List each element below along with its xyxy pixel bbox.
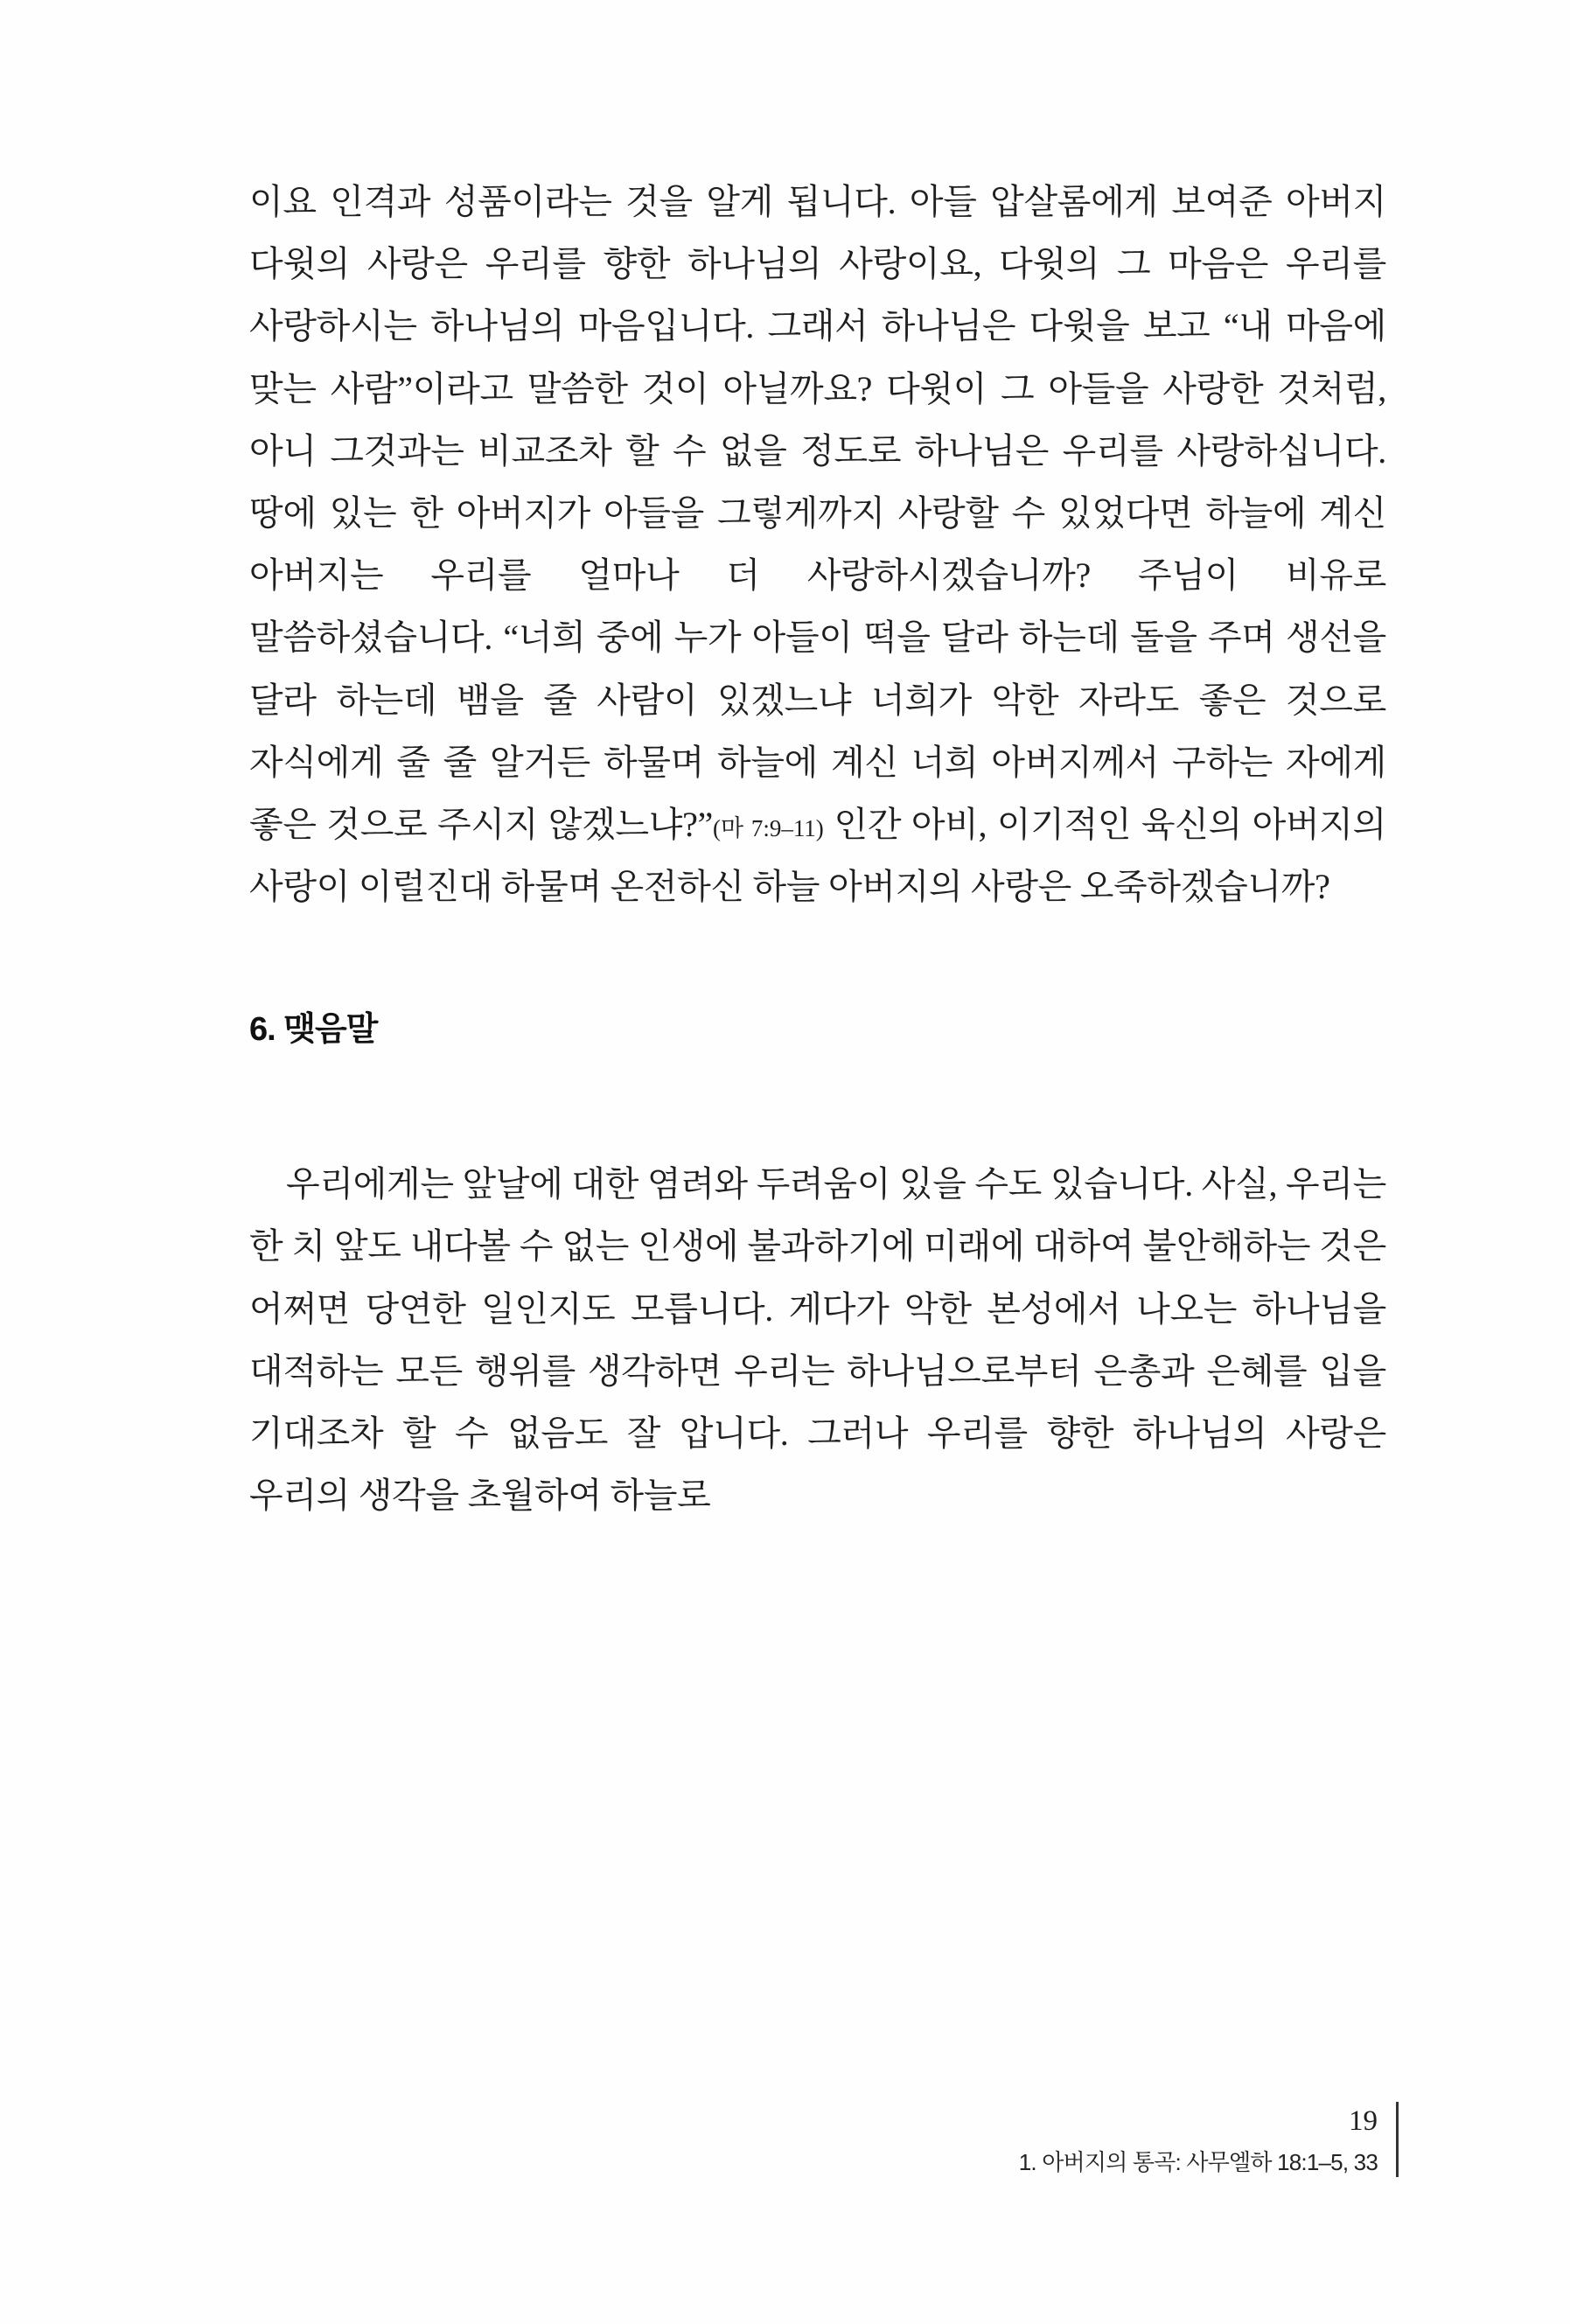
heading-spacer [249, 1050, 1386, 1153]
paragraph-text: 이요 인격과 성품이라는 것을 알게 됩니다. 아들 압살롬에게 보여준 아버지 다윗의 사랑은 우리를 향한 하나님의 사랑이요, 다윗의 그 마음은 우리를 사랑하시는 하나님의 마음입니다. 그래서 하나님은 다윗을 보고 “내 마음에 맞는 사람”이라고 말씀한 것이 아닐까요? 다윗이 그 아들을 사랑한 것처럼, 아니 그것과는 비교조차 할 수 없을 정도로 하나님은 우리를 사랑하십니다. 땅에 있는 한 아버지가 아들을 그렇게까지 사랑할 수 있었다면 하늘에 계신 아버지는 우리를 얼마나 더 사랑하시겠습니까? 주님이 비유로 말씀하셨습니다. “너희 중에 누가 아들이 떡을 달라 하는데 돌을 주며 생선을 달라 하는데 뱀을 줄 사람이 있겠느냐 너희가 악한 자라도 좋은 것으로 자식에게 줄 줄 알거든 하물며 하늘에 계신 너희 아버지께서 구하는 자에게 좋은 것으로 주시지 않겠느냐?” [249, 182, 1386, 844]
paragraph-text-after: 인간 아비, 이기적인 육신의 아버지의 사랑이 이럴진대 하물며 온전하신 하늘 아버지의 사랑은 오죽하겠습니까? [249, 804, 1386, 907]
page-number: 19 [1349, 2105, 1378, 2137]
paragraph-spacer [249, 918, 1386, 1001]
page-content [249, 171, 1386, 1526]
footer-divider [1396, 2102, 1399, 2177]
running-title: 1. 아버지의 통곡: 사무엘하 18:1–5, 33 [1018, 2149, 1378, 2175]
body-paragraph-conclusion [249, 1153, 1386, 1526]
page-footer [597, 2105, 1385, 2177]
paragraph-text: 우리에게는 앞날에 대한 염려와 두려움이 있을 수도 있습니다. 사실, 우리는 한 치 앞도 내다볼 수 없는 인생에 불과하기에 미래에 대하여 불안해하는 것은 어쩌면 당연한 일인지도 모릅니다. 게다가 악한 본성에서 나오는 하나님을 대적하는 모든 행위를 생각하면 우리는 하나님으로부터 은총과 은혜를 입을 기대조차 할 수 없음도 잘 압니다. 그러나 우리를 향한 하나님의 사랑은 우리의 생각을 초월하여 하늘로 [249, 1164, 1386, 1516]
scripture-citation: (마 7:9–11) [713, 814, 824, 841]
section-heading: 6. 맺음말 [249, 1011, 378, 1049]
body-paragraph-continued [249, 171, 1386, 918]
